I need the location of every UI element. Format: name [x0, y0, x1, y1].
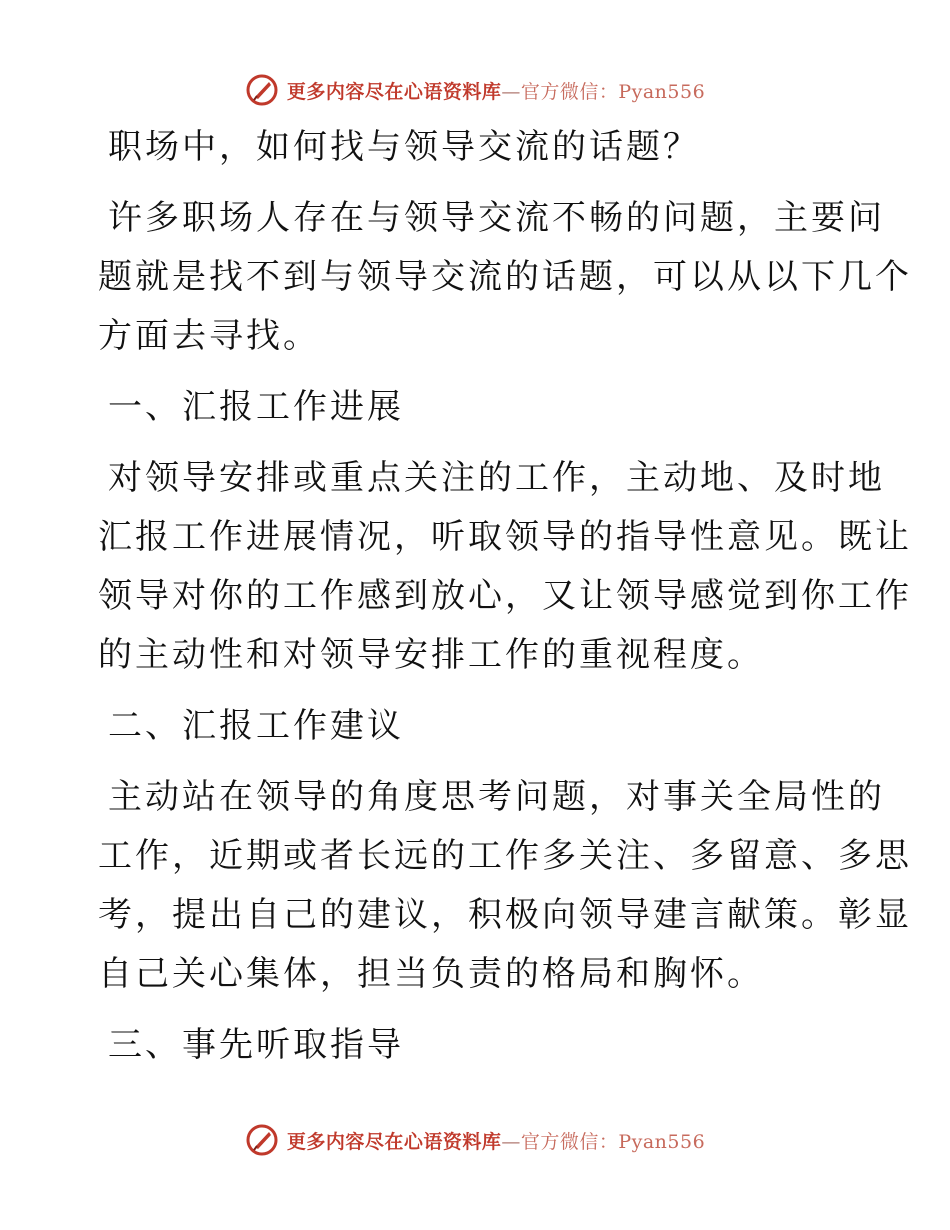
- paragraph-line: 许多职场人存在与领导交流不畅的问题，主要问: [108, 198, 885, 238]
- section-heading-3: [98, 1016, 858, 1075]
- paragraph-line: 工作，近期或者长远的工作多关注、多留意、多思: [98, 836, 912, 876]
- quill-logo-icon: [245, 1123, 279, 1157]
- paragraph-line: 主动站在领导的角度思考问题，对事关全局性的: [108, 777, 885, 817]
- quill-logo-icon: [245, 73, 279, 107]
- watermark-text: 更多内容尽在心语资料库—官方微信：Pyan556: [286, 80, 706, 103]
- heading-line: 二、汇报工作建议: [108, 706, 404, 746]
- header-watermark-banner: [0, 70, 950, 110]
- paragraph-line: 对领导安排或重点关注的工作，主动地、及时地: [108, 458, 885, 498]
- watermark-text: 更多内容尽在心语资料库—官方微信：Pyan556: [286, 1130, 706, 1153]
- paragraph-line: 汇报工作进展情况，听取领导的指导性意见。既让: [98, 517, 912, 557]
- paragraph-line: 的主动性和对领导安排工作的重视程度。: [98, 635, 764, 675]
- paragraph-line: 题就是找不到与领导交流的话题，可以从以下几个: [98, 257, 912, 297]
- paragraph-line: 方面去寻找。: [98, 316, 320, 356]
- section-heading-2: [98, 697, 858, 756]
- paragraph-line: 考，提出自己的建议，积极向领导建言献策。彰显: [98, 895, 912, 935]
- paragraph-line: 领导对你的工作感到放心，又让领导感觉到你工作: [98, 576, 912, 616]
- document-body: [98, 118, 912, 1087]
- paragraph-intro: [98, 189, 912, 366]
- footer-watermark-banner: [0, 1120, 950, 1160]
- document-title: 职场中，如何找与领导交流的话题？: [108, 127, 700, 167]
- paragraph-report-suggestions: [98, 768, 912, 1004]
- heading-line: 三、事先听取指导: [108, 1025, 404, 1065]
- heading-line: 一、汇报工作进展: [108, 387, 404, 427]
- section-heading-1: [98, 378, 858, 437]
- paragraph-report-progress: [98, 449, 912, 685]
- paragraph-line: 自己关心集体，担当负责的格局和胸怀。: [98, 954, 764, 994]
